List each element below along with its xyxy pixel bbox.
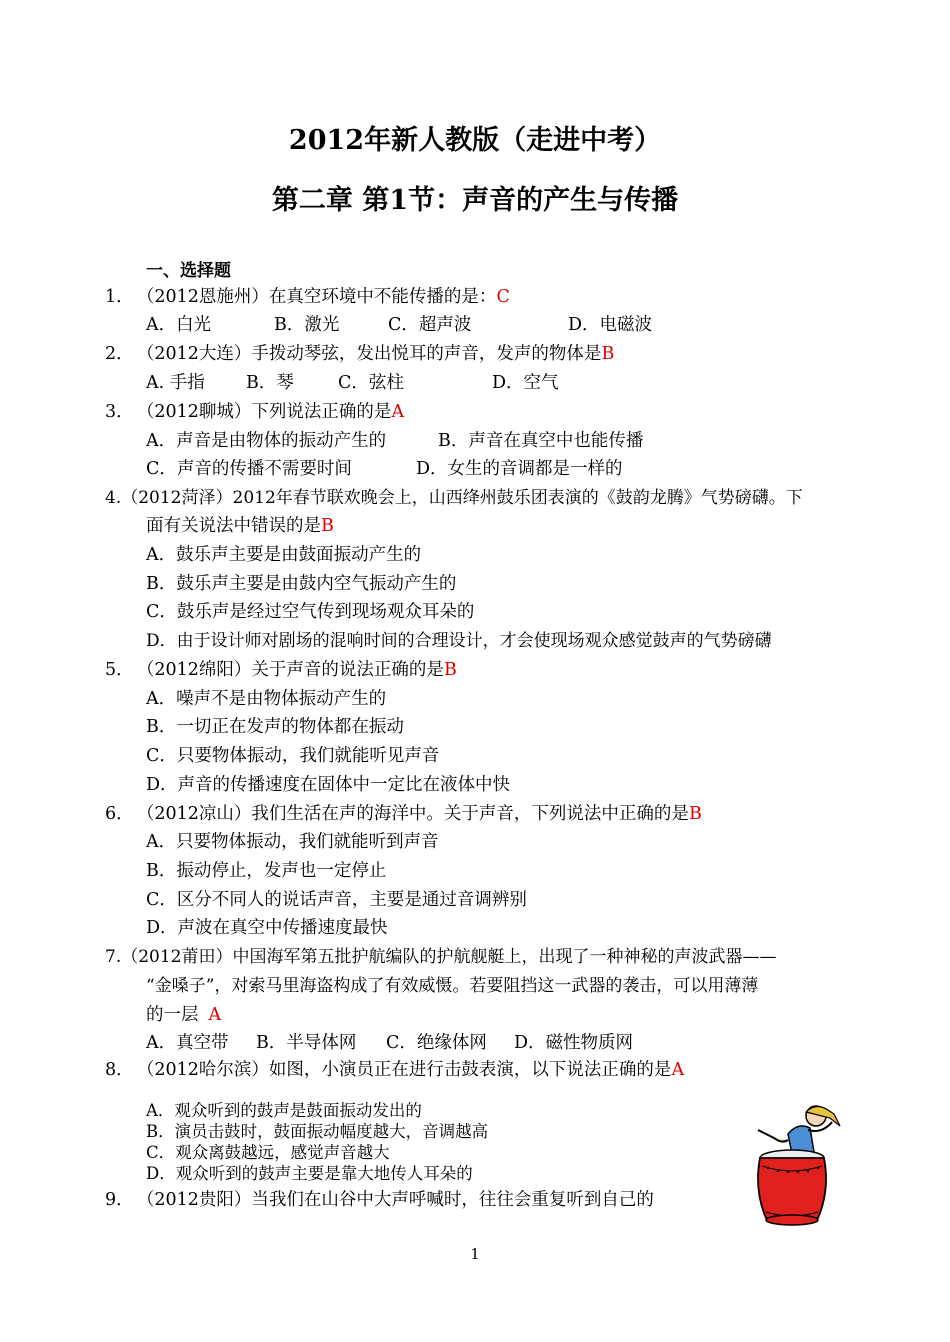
question-7-options — [146, 1031, 633, 1055]
option-c: C．只要物体振动，我们就能听见声音 — [146, 746, 440, 766]
question-text: （2012大连）手拨动琴弦，发出悦耳的声音，发声的物体是 — [145, 344, 602, 364]
option-b: B．声音在真空中也能传播 — [438, 431, 644, 451]
option-b: B．激光 — [274, 315, 340, 335]
option-a: A．鼓乐声主要是由鼓面振动产生的 — [146, 545, 422, 565]
option-b: B．一切正在发声的物体都在振动 — [146, 717, 404, 737]
question-6 — [105, 802, 702, 826]
question-text: （2012贵阳）当我们在山谷中大声呼喊时，往往会重复听到自己的 — [145, 1190, 654, 1210]
option-a: A．声音是由物体的振动产生的 — [146, 431, 387, 451]
question-text: （2012绵阳）关于声音的说法正确的是 — [145, 660, 444, 680]
option-b: B．鼓乐声主要是由鼓内空气振动产生的 — [146, 574, 457, 594]
option-c: C．观众离鼓越远，感觉声音越大 — [146, 1143, 390, 1162]
answer: A — [671, 1060, 685, 1080]
option-d: D．电磁波 — [568, 315, 653, 335]
option-a: A．噪声不是由物体振动产生的 — [146, 689, 387, 709]
question-number: 8． — [105, 1060, 134, 1080]
question-7-cont — [146, 1003, 221, 1027]
question-number: 6． — [105, 804, 134, 824]
page-number: 1 — [470, 1245, 480, 1263]
option-b: B．半导体网 — [256, 1033, 357, 1053]
question-1 — [105, 285, 510, 309]
question-2 — [105, 342, 614, 366]
option-a: A．观众听到的鼓声是鼓面振动发出的 — [146, 1101, 422, 1120]
option-c: C．超声波 — [388, 315, 472, 335]
answer: A — [391, 402, 405, 422]
option-c: C．绝缘体网 — [386, 1033, 487, 1053]
question-text: “金嗓子”，对索马里海盗构成了有效威慑。若要阻挡这一武器的袭击，可以用薄薄 — [146, 976, 759, 996]
question-number: 5． — [105, 660, 134, 680]
option-d: D．女生的音调都是一样的 — [416, 459, 623, 479]
question-4-cont — [146, 514, 334, 538]
question-text: 的一层 — [146, 1005, 199, 1025]
option-a: A．白光 — [146, 315, 212, 335]
option-b: B．演员击鼓时，鼓面振动幅度越大，音调越高 — [146, 1122, 489, 1141]
question-3-options-cd — [146, 457, 623, 481]
option-d: D．声音的传播速度在固体中一定比在液体中快 — [146, 775, 511, 795]
question-text: （2012莆田）中国海军第五批护航编队的护航舰艇上，出现了一种神秘的声波武器—— — [121, 947, 777, 967]
option-c: C．声音的传播不需要时间 — [146, 459, 352, 479]
question-number: 4. — [105, 488, 122, 508]
question-number: 3． — [105, 402, 134, 422]
question-text: （2012菏泽）2012年春节联欢晚会上，山西绛州鼓乐团表演的《鼓韵龙腾》气势磅礴。下 — [121, 488, 803, 508]
option-a: A．真空带 — [146, 1033, 229, 1053]
question-text: 面有关说法中错误的是 — [146, 516, 321, 536]
option-a: A. 手指 — [146, 373, 205, 393]
question-text: （2012哈尔滨）如图，小演员正在进行击鼓表演，以下说法正确的是 — [145, 1060, 672, 1080]
question-text: （2012凉山）我们生活在声的海洋中。关于声音，下列说法中正确的是 — [145, 804, 689, 824]
section-heading: 一、选择题 — [146, 261, 231, 281]
option-c: C．弦柱 — [338, 373, 404, 393]
page-title: 2012年新人教版（走进中考） — [288, 125, 662, 156]
answer: A — [208, 1005, 222, 1025]
answer: B — [321, 516, 334, 536]
question-4 — [105, 486, 803, 510]
question-3-options-ab — [146, 429, 643, 453]
option-d: D．观众听到的鼓声主要是靠大地传人耳朵的 — [146, 1164, 473, 1183]
question-text: （2012聊城）下列说法正确的是 — [145, 402, 392, 422]
option-d: D．磁性物质网 — [514, 1033, 634, 1053]
option-c: C．鼓乐声是经过空气传到现场观众耳朵的 — [146, 602, 475, 622]
question-7 — [105, 945, 777, 969]
option-d: D．由于设计师对剧场的混响时间的合理设计，才会使现场观众感觉鼓声的气势磅礴 — [146, 631, 772, 651]
answer: B — [601, 344, 615, 364]
question-8 — [105, 1058, 684, 1082]
answer: B — [443, 660, 457, 680]
question-3 — [105, 400, 404, 424]
question-2-options — [146, 371, 559, 395]
option-c: C．区分不同人的说话声音，主要是通过音调辨别 — [146, 890, 527, 910]
option-d: D．空气 — [492, 373, 559, 393]
question-number: 2． — [105, 344, 134, 364]
question-9 — [105, 1188, 654, 1212]
question-number: 7. — [105, 947, 122, 967]
drummer-illustration — [748, 1100, 848, 1228]
answer: C — [496, 287, 510, 307]
option-a: A．只要物体振动，我们就能听到声音 — [146, 832, 439, 852]
page-subtitle: 第二章 第1节：声音的产生与传播 — [271, 185, 679, 216]
answer: B — [688, 804, 702, 824]
option-b: B．振动停止，发声也一定停止 — [146, 861, 387, 881]
question-1-options — [146, 313, 652, 337]
question-number: 9． — [105, 1190, 134, 1210]
option-b: B．琴 — [246, 373, 294, 393]
question-number: 1． — [105, 287, 134, 307]
question-5 — [105, 658, 457, 682]
question-text: （2012恩施州）在真空环境中不能传播的是： — [145, 287, 497, 307]
option-d: D．声波在真空中传播速度最快 — [146, 918, 388, 938]
